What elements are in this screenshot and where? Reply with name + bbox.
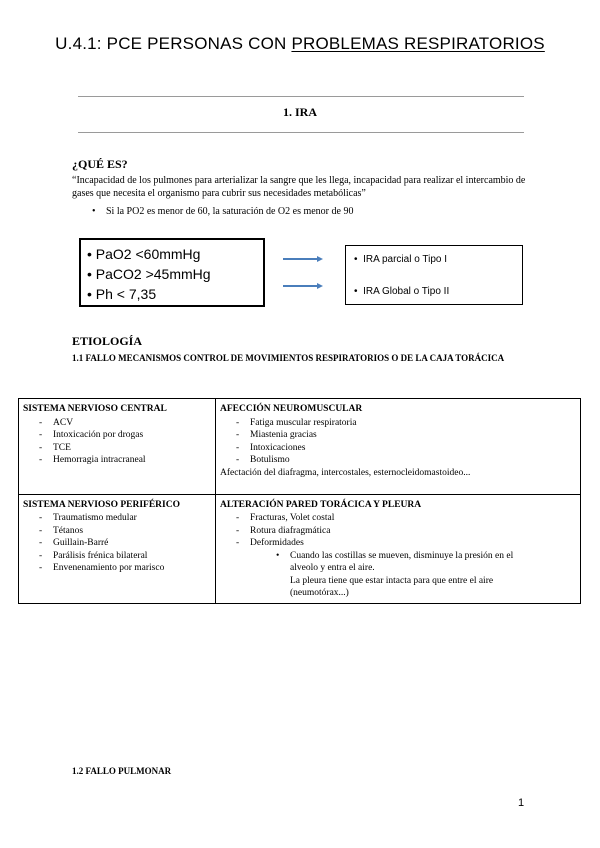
cell-pared	[216, 494, 581, 603]
type-item: • IRA Global o Tipo II	[354, 286, 450, 297]
list-item: - Intoxicaciones	[236, 442, 576, 455]
page-title	[0, 34, 600, 54]
cell-title: AFECCIÓN NEUROMUSCULAR	[220, 404, 363, 414]
list-item: - Deformidades	[236, 537, 576, 550]
cell-title: SISTEMA NERVIOSO PERIFÉRICO	[23, 499, 180, 510]
definition-bullet	[92, 206, 353, 217]
list-item: - Miastenia gracias	[236, 429, 576, 442]
divider-bottom	[78, 132, 524, 133]
sub-bullet-line: La pleura tiene que estar intacta para que entre el aire	[290, 575, 494, 586]
list-item: - Tétanos	[39, 525, 211, 538]
title-underlined: PROBLEMAS RESPIRATORIOS	[291, 34, 545, 53]
bullet-text: Si la PO2 es menor de 60, la saturación de O2 es menor de 90	[106, 206, 354, 217]
list-item: - Rotura diafragmática	[236, 525, 576, 538]
list-item: - Guillain-Barré	[39, 537, 211, 550]
etiologia-table	[18, 398, 581, 604]
arrow-right-icon	[283, 256, 323, 262]
table-row	[19, 399, 581, 495]
list-item: - Fracturas, Volet costal	[236, 512, 576, 525]
bullet-icon: •	[92, 206, 96, 217]
cell-title: SISTEMA NERVIOSO CENTRAL	[23, 404, 167, 414]
list-item: - Fatiga muscular respiratoria	[236, 417, 576, 430]
subsection-1-2: 1.2 FALLO PULMONAR	[72, 766, 172, 776]
list-item: - Traumatismo medular	[39, 512, 211, 525]
list	[23, 417, 211, 467]
list-item: - Envenenamiento por marisco	[39, 562, 211, 575]
cell-title: ALTERACIÓN PARED TORÁCICA Y PLEURA	[220, 499, 422, 510]
list	[220, 417, 576, 467]
cell-snp	[19, 494, 216, 603]
bullet-icon: •	[276, 550, 280, 561]
criteria-box	[79, 238, 265, 307]
sub-bullet-line: alveolo y entra el aire.	[290, 563, 375, 573]
type-item: • IRA parcial o Tipo I	[354, 254, 447, 265]
list	[220, 512, 576, 550]
subsection-1-1: 1.1 FALLO MECANISMOS CONTROL DE MOVIMIENTOS RESPIRATORIOS O DE LA CAJA TORÁCICA	[72, 353, 505, 363]
list	[23, 512, 211, 575]
arrow-right-icon	[283, 283, 323, 289]
criteria-item: • PaO2 <60mmHg	[87, 246, 201, 262]
page-number: 1	[518, 797, 525, 809]
definition-text: “Incapacidad de los pulmones para arterializar la sangre que les llega, incapacidad para realizar el intercambio de gases que necesita el organismo para cubrir sus necesidades metabólicas”	[72, 175, 526, 199]
que-es-heading: ¿QUÉ ES?	[72, 157, 128, 171]
title-plain: U.4.1: PCE PERSONAS CON	[55, 34, 292, 53]
divider-top	[78, 96, 524, 97]
sub-bullet: • Cuando las costillas se mueven, disminuye la presión en el	[276, 550, 514, 561]
cell-neuromuscular	[216, 399, 581, 495]
types-box	[345, 245, 523, 305]
list-item: - Hemorragia intracraneal	[39, 454, 211, 467]
cell-snc	[19, 399, 216, 495]
etiologia-heading: ETIOLOGÍA	[72, 334, 143, 348]
criteria-item: • Ph < 7,35	[87, 286, 157, 302]
list-item: - ACV	[39, 417, 211, 430]
criteria-item: • PaCO2 >45mmHg	[87, 266, 211, 282]
list-item: - Parálisis frénica bilateral	[39, 550, 211, 563]
list-item: - Intoxicación por drogas	[39, 429, 211, 442]
cell-note: Afectación del diafragma, intercostales, esternocleidomastoideo...	[220, 467, 471, 478]
list-item: - TCE	[39, 442, 211, 455]
list-item: - Botulismo	[236, 454, 576, 467]
sub-bullet-line: (neumotórax...)	[290, 588, 349, 598]
section-title: 1. IRA	[282, 105, 317, 119]
table-row	[19, 494, 581, 603]
